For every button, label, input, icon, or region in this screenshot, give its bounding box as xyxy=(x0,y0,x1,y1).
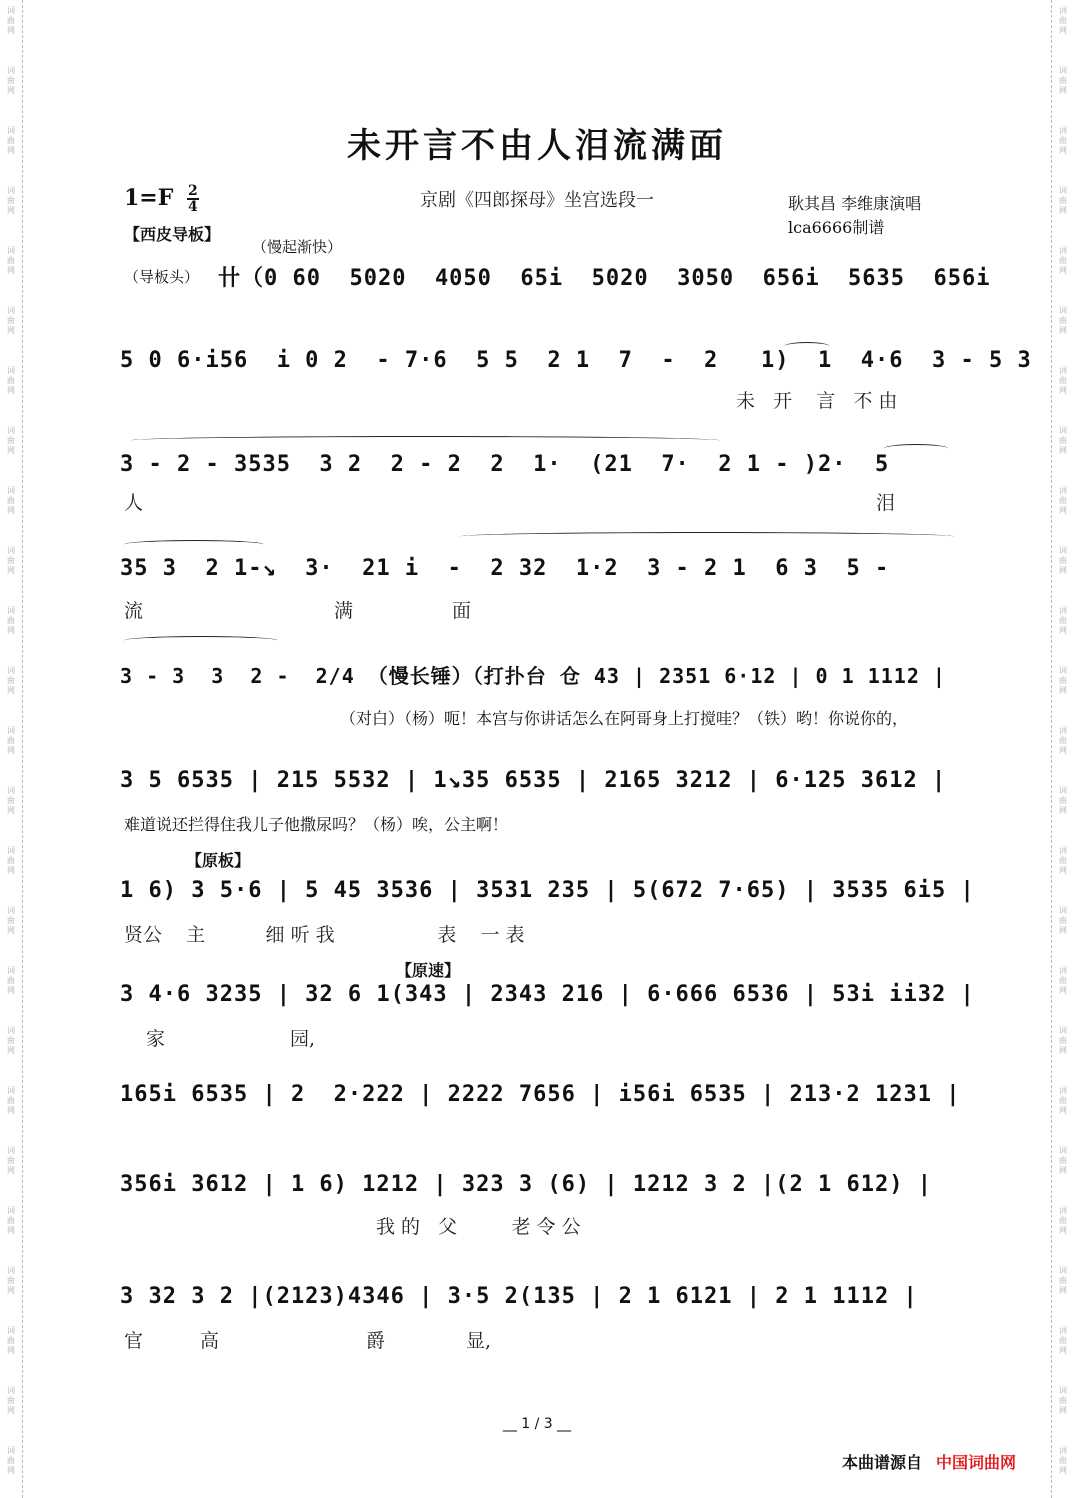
watermark-text: 词 曲 网 xyxy=(7,786,15,815)
lyric-line-3a: 人 xyxy=(124,492,144,514)
watermark-text: 词 曲 网 xyxy=(1059,1206,1067,1235)
watermark-text: 词 曲 网 xyxy=(7,666,15,695)
notation-line-6: 3 5 6535 | 215 5532 | 1↘35 6535 | 2165 3212 | 6·125 3612 | xyxy=(120,768,947,793)
watermark-text: 词 曲 网 xyxy=(1059,1446,1067,1475)
watermark-text: 词 曲 网 xyxy=(7,1086,15,1115)
watermark-text: 词 曲 网 xyxy=(7,486,15,515)
credits xyxy=(788,192,921,240)
lyric-line-11d: 显, xyxy=(466,1330,492,1352)
watermark-text: 词 曲 网 xyxy=(1059,606,1067,635)
lyric-line-10: 我 的 父 老 令 公 xyxy=(376,1216,581,1238)
page-number: __ 1 / 3 __ xyxy=(502,1416,572,1432)
tag-xipi-daoban: 【西皮导板】 xyxy=(124,225,221,244)
dialogue-2: 难道说还拦得住我儿子他撒尿吗？（杨）唉，公主啊！ xyxy=(124,815,509,834)
watermark-text: 词 曲 网 xyxy=(7,186,15,215)
notation-line-8: 3 4·6 3235 | 32 6 1(343 | 2343 216 | 6·666 6536 | 53i ii32 | xyxy=(120,982,975,1007)
watermark-text: 词 曲 网 xyxy=(1059,726,1067,755)
right-watermark-strip xyxy=(1051,0,1074,1498)
tag-intro: （导板头） xyxy=(124,268,200,286)
slur xyxy=(124,540,264,549)
watermark-text: 词 曲 网 xyxy=(7,906,15,935)
lyric-line-8a: 家 xyxy=(146,1028,166,1050)
watermark-text: 词 曲 网 xyxy=(7,546,15,575)
lyric-line-2: 未 开 言 不 由 xyxy=(736,390,898,412)
tag-yuanban: 【原板】 xyxy=(186,851,251,870)
watermark-text: 词 曲 网 xyxy=(1059,1386,1067,1415)
watermark-text: 词 曲 网 xyxy=(7,846,15,875)
watermark-text: 词 曲 网 xyxy=(1059,1146,1067,1175)
transcriber: lca6666制谱 xyxy=(788,218,885,237)
lyric-line-11a: 官 xyxy=(124,1330,144,1352)
watermark-text: 词 曲 网 xyxy=(1059,186,1067,215)
watermark-text: 词 曲 网 xyxy=(1059,66,1067,95)
notation-line-10: 356i 3612 | 1 6) 1212 | 323 3 (6) | 1212 3 2 |(2 1 612) | xyxy=(120,1172,932,1197)
subtitle: 京剧《四郎探母》坐宫选段一 xyxy=(420,190,654,211)
lyric-line-3b: 泪 xyxy=(876,492,896,514)
lyric-line-4a: 流 xyxy=(124,600,144,622)
watermark-text: 词 曲 网 xyxy=(1059,366,1067,395)
watermark-text: 词 曲 网 xyxy=(1059,426,1067,455)
slur xyxy=(460,532,954,541)
slur xyxy=(124,636,278,645)
watermark-text: 词 曲 网 xyxy=(7,606,15,635)
watermark-text: 词 曲 网 xyxy=(7,726,15,755)
watermark-text: 词 曲 网 xyxy=(1059,786,1067,815)
watermark-text: 词 曲 网 xyxy=(1059,546,1067,575)
watermark-text: 词 曲 网 xyxy=(7,1266,15,1295)
lyric-line-7: 贤公 主 细 听 我 表 一 表 xyxy=(124,924,525,946)
watermark-text: 词 曲 网 xyxy=(1059,1026,1067,1055)
performers: 耿其昌 李维康演唱 xyxy=(788,194,922,213)
watermark-text: 词 曲 网 xyxy=(7,6,15,35)
source-site: 中国词曲网 xyxy=(936,1453,1017,1472)
notation-line-9: 165i 6535 | 2 2·222 | 2222 7656 | i56i 6535 | 213·2 1231 | xyxy=(120,1082,961,1107)
tag-tempo: （慢起渐快） xyxy=(252,238,343,256)
left-watermark-strip xyxy=(0,0,23,1498)
watermark-text: 词 曲 网 xyxy=(7,1386,15,1415)
watermark-text: 词 曲 网 xyxy=(1059,126,1067,155)
song-title: 未开言不由人泪流满面 xyxy=(347,126,727,166)
meter-denominator: 4 xyxy=(188,199,198,215)
notation-line-1: 卄（0 60 5020 4050 65i 5020 3050 656i 5635 656i xyxy=(218,266,991,291)
source-credit xyxy=(842,1450,1016,1473)
watermark-text: 词 曲 网 xyxy=(1059,1086,1067,1115)
watermark-text: 词 曲 网 xyxy=(7,1446,15,1475)
watermark-text: 词 曲 网 xyxy=(7,1326,15,1355)
meter-numerator: 2 xyxy=(188,183,198,199)
notation-line-11: 3 32 3 2 |(2123)4346 | 3·5 2(135 | 2 1 6121 | 2 1 1112 | xyxy=(120,1284,918,1309)
watermark-text: 词 曲 网 xyxy=(1059,246,1067,275)
watermark-text: 词 曲 网 xyxy=(7,306,15,335)
notation-line-7: 1 6) 3 5·6 | 5 45 3536 | 3531 235 | 5(672 7·65) | 3535 6i5 | xyxy=(120,878,975,903)
watermark-text: 词 曲 网 xyxy=(1059,1326,1067,1355)
key-label: 1=F xyxy=(124,185,174,211)
watermark-text: 词 曲 网 xyxy=(1059,906,1067,935)
watermark-text: 词 曲 网 xyxy=(7,66,15,95)
watermark-text: 词 曲 网 xyxy=(7,966,15,995)
watermark-text: 词 曲 网 xyxy=(7,1026,15,1055)
watermark-text: 词 曲 网 xyxy=(1059,486,1067,515)
watermark-text: 词 曲 网 xyxy=(1059,1266,1067,1295)
watermark-text: 词 曲 网 xyxy=(7,1146,15,1175)
lyric-line-11b: 高 xyxy=(200,1330,220,1352)
watermark-text: 词 曲 网 xyxy=(7,426,15,455)
source-label: 本曲谱源自 xyxy=(842,1453,923,1472)
lyric-line-4c: 面 xyxy=(452,600,472,622)
tag-yuansu: 【原速】 xyxy=(396,961,461,980)
notation-line-5: 3 - 3 3 2 - 2/4 （慢长锤）（打扑台 仓 43 | 2351 6·12 | 0 1 1112 | xyxy=(120,664,946,688)
slur xyxy=(130,436,720,445)
lyric-line-8b: 园, xyxy=(290,1028,316,1050)
watermark-text: 词 曲 网 xyxy=(1059,306,1067,335)
watermark-text: 词 曲 网 xyxy=(1059,6,1067,35)
lyric-line-4b: 满 xyxy=(334,600,354,622)
watermark-text: 词 曲 网 xyxy=(7,126,15,155)
watermark-text: 词 曲 网 xyxy=(7,246,15,275)
watermark-text: 词 曲 网 xyxy=(1059,966,1067,995)
dialogue-1: （对白）（杨）呃！本宫与你讲话怎么在阿哥身上打搅哇？（铁）哟！你说你的， xyxy=(340,709,909,728)
watermark-text: 词 曲 网 xyxy=(7,366,15,395)
lyric-line-11c: 爵 xyxy=(366,1330,386,1352)
notation-line-4: 35 3 2 1-↘ 3· 21 i - 2 32 1·2 3 - 2 1 6 3 5 - xyxy=(120,556,890,581)
notation-line-3: 3 - 2 - 3535 3 2 2 - 2 2 1· (21 7· 2 1 - )2· 5 xyxy=(120,452,890,477)
watermark-text: 词 曲 网 xyxy=(1059,666,1067,695)
watermark-text: 词 曲 网 xyxy=(7,1206,15,1235)
notation-line-2: 5 0 6·i56 i 0 2 - 7·6 5 5 2 1 7 - 2 1) 1 4·6 3 - 5 3 xyxy=(120,348,1032,373)
watermark-text: 词 曲 网 xyxy=(1059,846,1067,875)
